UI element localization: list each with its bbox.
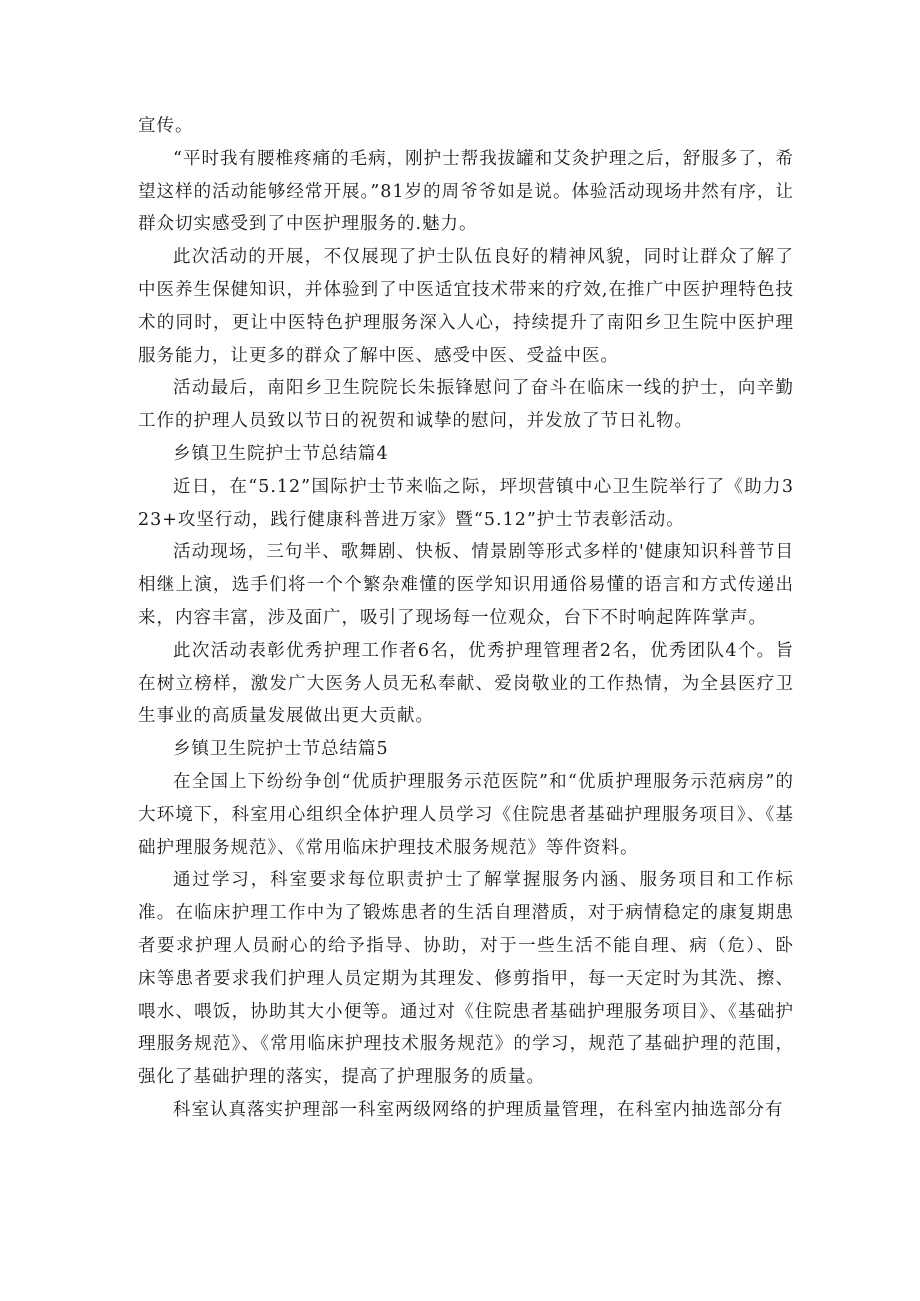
paragraph: 近日，在“5.12”国际护士节来临之际，坪坝营镇中心卫生院举行了《助力323+攻坚行动，践行健康科普进万家》暨“5.12”护士节表彰活动。 [138,476,794,530]
section-heading: 乡镇卫生院护士节总结篇5 [173,739,389,760]
paragraph: 活动现场，三句半、歌舞剧、快板、情景剧等形式多样的'健康知识科普节目相继上演，选手们将一个个繁杂难懂的医学知识用通俗易懂的语言和方式传递出来，内容丰富，涉及面广，吸引了现场每一位观众，台下不时响起阵阵掌声。 [138,542,794,628]
paragraph: 在全国上下纷纷争创“优质护理服务示范医院”和“优质护理服务示范病房”的大环境下，科室用心组织全体护理人员学习《住院患者基础护理服务项目》、《基础护理服务规范》、《常用临床护理技术服务规范》等件资料。 [138,771,794,858]
paragraph: 科室认真落实护理部一科室两级网络的护理质量管理，在科室内抽选部分有 [173,1099,784,1120]
section-heading: 乡镇卫生院护士节总结篇4 [173,443,389,464]
paragraph: 通过学习，科室要求每位职责护士了解掌握服务内涵、服务项目和工作标准。在临床护理工作中为了锻炼患者的生活自理潜质，对于病情稳定的康复期患者要求护理人员耐心的给予指导、协助，对于一些生活不能自理、病（危）、卧床等患者要求我们护理人员定期为其理发、修剪指甲，每一天定时为其洗、擦、喂水、喂饭，协助其大小便等。通过对《住院患者基础护理服务项目》、《基础护理服务规范》、《常用临床护理技术服务规范》的学习，规范了基础护理的范围，强化了基础护理的落实，提高了护理服务的质量。 [138,870,794,1088]
paragraph: 宣传。 [138,116,194,136]
document-body [138,110,794,1127]
paragraph: 此次活动表彰优秀护理工作者6名，优秀护理管理者2名，优秀团队4个。旨在树立榜样，激发广大医务人员无私奉献、爱岗敬业的工作热情，为全县医疗卫生事业的高质量发展做出更大贡献。 [138,640,794,727]
paragraph: “平时我有腰椎疼痛的毛病，刚护士帮我拔罐和艾灸护理之后，舒服多了，希望这样的活动能够经常开展。”81岁的周爷爷如是说。体验活动现场井然有序，让群众切实感受到了中医护理服务的.魅力。 [138,148,794,235]
paragraph: 此次活动的开展，不仅展现了护士队伍良好的精神风貌，同时让群众了解了中医养生保健知识，并体验到了中医适宜技术带来的疗效,在推广中医护理特色技术的同时，更让中医特色护理服务深入人心，持续提升了南阳乡卫生院中医护理服务能力，让更多的群众了解中医、感受中医、受益中医。 [138,247,794,366]
paragraph: 活动最后，南阳乡卫生院院长朱振锋慰问了奋斗在临床一线的护士，向辛勤工作的护理人员致以节日的祝贺和诚挚的慰问，并发放了节日礼物。 [138,378,794,432]
